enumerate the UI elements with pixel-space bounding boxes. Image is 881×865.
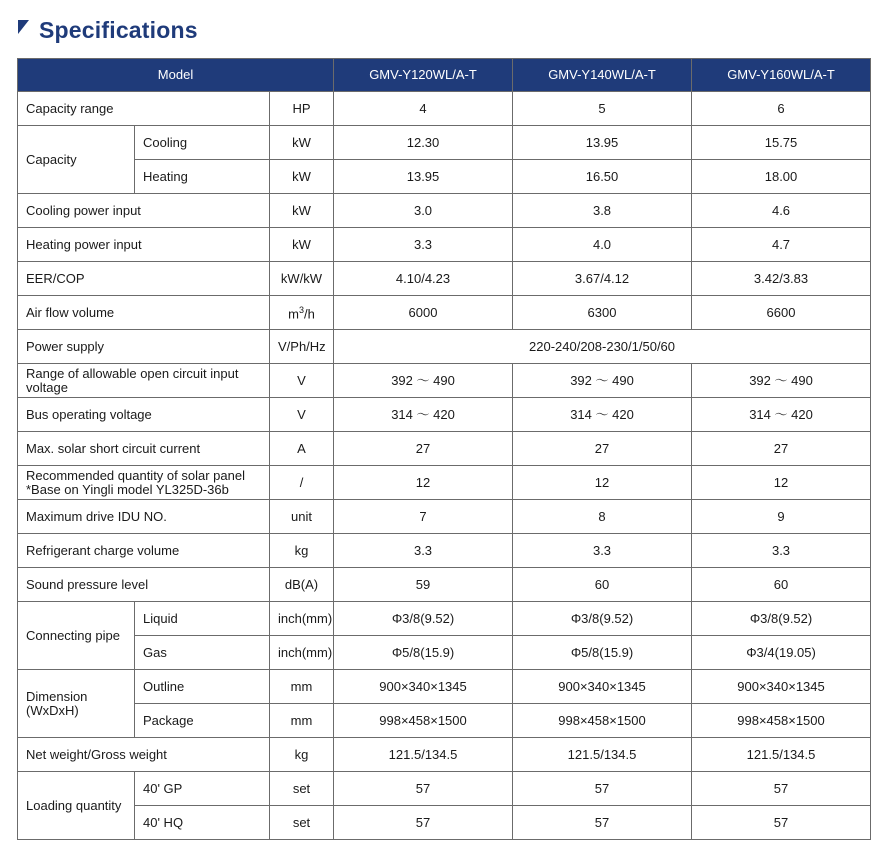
cell-value: Φ5/8(15.9) — [513, 636, 692, 670]
cell-value: 13.95 — [334, 160, 513, 194]
row-unit: inch(mm) — [270, 602, 334, 636]
cell-value: 6300 — [513, 296, 692, 330]
row-unit: A — [270, 432, 334, 466]
cell-value: 4 — [334, 92, 513, 126]
group-label: Loading quantity — [18, 772, 135, 840]
header-model-2: GMV-Y140WL/A-T — [513, 59, 692, 92]
cell-value: 12.30 — [334, 126, 513, 160]
cell-value: 121.5/134.5 — [513, 738, 692, 772]
cell-value: Φ3/8(9.52) — [513, 602, 692, 636]
row-label: Capacity range — [18, 92, 270, 126]
table-row — [18, 670, 871, 704]
row-unit: set — [270, 772, 334, 806]
unit-rest: /h — [304, 306, 315, 322]
cell-value: Φ3/8(9.52) — [692, 602, 871, 636]
table-row — [18, 126, 871, 160]
row-label-line: *Base on Yingli model YL325D-36b — [26, 481, 229, 497]
header-model-label: Model — [18, 59, 334, 92]
cell-value: 9 — [692, 500, 871, 534]
cell-value: 12 — [334, 466, 513, 500]
cell-value: 900×340×1345 — [334, 670, 513, 704]
row-sublabel: Outline — [135, 670, 270, 704]
row-unit: V/Ph/Hz — [270, 330, 334, 364]
cell-value: 6600 — [692, 296, 871, 330]
row-sublabel: Cooling — [135, 126, 270, 160]
row-unit: unit — [270, 500, 334, 534]
cell-value: 392 ～ 490 — [692, 364, 871, 398]
cell-value: 392 ～ 490 — [513, 364, 692, 398]
group-label-line: Dimension — [26, 688, 88, 704]
table-row — [18, 568, 871, 602]
row-label: Maximum drive IDU NO. — [18, 500, 270, 534]
row-sublabel: Liquid — [135, 602, 270, 636]
cell-value: 15.75 — [692, 126, 871, 160]
cell-value: Φ3/4(19.05) — [692, 636, 871, 670]
row-unit: kg — [270, 534, 334, 568]
cell-value: 3.42/3.83 — [692, 262, 871, 296]
cell-value: 4.6 — [692, 194, 871, 228]
table-row — [18, 534, 871, 568]
row-label-line: voltage — [26, 379, 68, 395]
cell-value: 998×458×1500 — [513, 704, 692, 738]
cell-value-merged: 220-240/208-230/1/50/60 — [334, 330, 871, 364]
table-header-row — [18, 59, 871, 92]
table-row — [18, 262, 871, 296]
cell-value: 57 — [513, 806, 692, 840]
table-row — [18, 772, 871, 806]
row-unit: HP — [270, 92, 334, 126]
row-unit: kW — [270, 228, 334, 262]
row-label — [18, 364, 270, 398]
row-unit: set — [270, 806, 334, 840]
cell-value: 998×458×1500 — [692, 704, 871, 738]
title-marker-icon — [18, 20, 29, 34]
cell-value: 900×340×1345 — [513, 670, 692, 704]
cell-value: 900×340×1345 — [692, 670, 871, 704]
cell-value: Φ3/8(9.52) — [334, 602, 513, 636]
row-label: Cooling power input — [18, 194, 270, 228]
row-unit: V — [270, 398, 334, 432]
row-label: Refrigerant charge volume — [18, 534, 270, 568]
cell-value: 7 — [334, 500, 513, 534]
cell-value: 27 — [692, 432, 871, 466]
row-label: Net weight/Gross weight — [18, 738, 270, 772]
page-title — [18, 14, 198, 46]
row-unit: kW — [270, 160, 334, 194]
row-unit: mm — [270, 670, 334, 704]
group-label — [18, 670, 135, 738]
cell-value: 3.3 — [334, 228, 513, 262]
row-sublabel: Gas — [135, 636, 270, 670]
cell-value: 12 — [513, 466, 692, 500]
cell-value: 3.3 — [513, 534, 692, 568]
cell-value: 13.95 — [513, 126, 692, 160]
cell-value: 121.5/134.5 — [334, 738, 513, 772]
cell-value: 314 ～ 420 — [692, 398, 871, 432]
cell-value: 3.67/4.12 — [513, 262, 692, 296]
row-sublabel: 40' GP — [135, 772, 270, 806]
header-model-1: GMV-Y120WL/A-T — [334, 59, 513, 92]
cell-value: 57 — [334, 772, 513, 806]
row-label — [18, 466, 270, 500]
cell-value: 57 — [692, 806, 871, 840]
cell-value: 57 — [692, 772, 871, 806]
table-row — [18, 432, 871, 466]
cell-value: 4.10/4.23 — [334, 262, 513, 296]
row-label-line: Range of allowable open circuit input — [26, 365, 239, 381]
cell-value: 4.0 — [513, 228, 692, 262]
table-row — [18, 738, 871, 772]
table-row — [18, 92, 871, 126]
table-row — [18, 160, 871, 194]
row-sublabel: 40' HQ — [135, 806, 270, 840]
row-unit: kW/kW — [270, 262, 334, 296]
row-label: Heating power input — [18, 228, 270, 262]
row-unit: V — [270, 364, 334, 398]
table-row — [18, 466, 871, 500]
group-label-line: (WxDxH) — [26, 702, 79, 718]
cell-value: 121.5/134.5 — [692, 738, 871, 772]
unit-superscript: 3 — [299, 305, 305, 316]
header-model-3: GMV-Y160WL/A-T — [692, 59, 871, 92]
cell-value: 6000 — [334, 296, 513, 330]
table-row — [18, 296, 871, 330]
cell-value: 57 — [513, 772, 692, 806]
specifications-table — [17, 58, 871, 840]
row-unit — [270, 296, 334, 330]
cell-value: 3.8 — [513, 194, 692, 228]
table-row — [18, 602, 871, 636]
table-row — [18, 704, 871, 738]
row-unit: kW — [270, 126, 334, 160]
row-sublabel: Heating — [135, 160, 270, 194]
cell-value: 314 ～ 420 — [334, 398, 513, 432]
cell-value: 5 — [513, 92, 692, 126]
group-label: Connecting pipe — [18, 602, 135, 670]
cell-value: 6 — [692, 92, 871, 126]
unit-base: m — [288, 306, 299, 322]
table-row — [18, 500, 871, 534]
cell-value: 998×458×1500 — [334, 704, 513, 738]
row-label-line: Recommended quantity of solar panel — [26, 467, 245, 483]
row-unit: kW — [270, 194, 334, 228]
table-row — [18, 330, 871, 364]
row-unit: inch(mm) — [270, 636, 334, 670]
cell-value: 27 — [513, 432, 692, 466]
cell-value: 8 — [513, 500, 692, 534]
cell-value: 3.3 — [692, 534, 871, 568]
row-label: Air flow volume — [18, 296, 270, 330]
row-unit: mm — [270, 704, 334, 738]
table-row — [18, 364, 871, 398]
row-unit: / — [270, 466, 334, 500]
table-row — [18, 398, 871, 432]
group-label: Capacity — [18, 126, 135, 194]
cell-value: 392 ～ 490 — [334, 364, 513, 398]
row-label: Power supply — [18, 330, 270, 364]
cell-value: 57 — [334, 806, 513, 840]
row-label: EER/COP — [18, 262, 270, 296]
row-unit: kg — [270, 738, 334, 772]
cell-value: Φ5/8(15.9) — [334, 636, 513, 670]
row-label: Sound pressure level — [18, 568, 270, 602]
cell-value: 16.50 — [513, 160, 692, 194]
cell-value: 3.0 — [334, 194, 513, 228]
cell-value: 18.00 — [692, 160, 871, 194]
table-row — [18, 636, 871, 670]
cell-value: 12 — [692, 466, 871, 500]
page-title-text: Specifications — [39, 16, 198, 43]
cell-value: 59 — [334, 568, 513, 602]
cell-value: 4.7 — [692, 228, 871, 262]
row-unit: dB(A) — [270, 568, 334, 602]
table-row — [18, 228, 871, 262]
row-label: Bus operating voltage — [18, 398, 270, 432]
cell-value: 314 ～ 420 — [513, 398, 692, 432]
cell-value: 3.3 — [334, 534, 513, 568]
row-sublabel: Package — [135, 704, 270, 738]
table-row — [18, 806, 871, 840]
row-label: Max. solar short circuit current — [18, 432, 270, 466]
cell-value: 60 — [513, 568, 692, 602]
cell-value: 60 — [692, 568, 871, 602]
table-row — [18, 194, 871, 228]
cell-value: 27 — [334, 432, 513, 466]
